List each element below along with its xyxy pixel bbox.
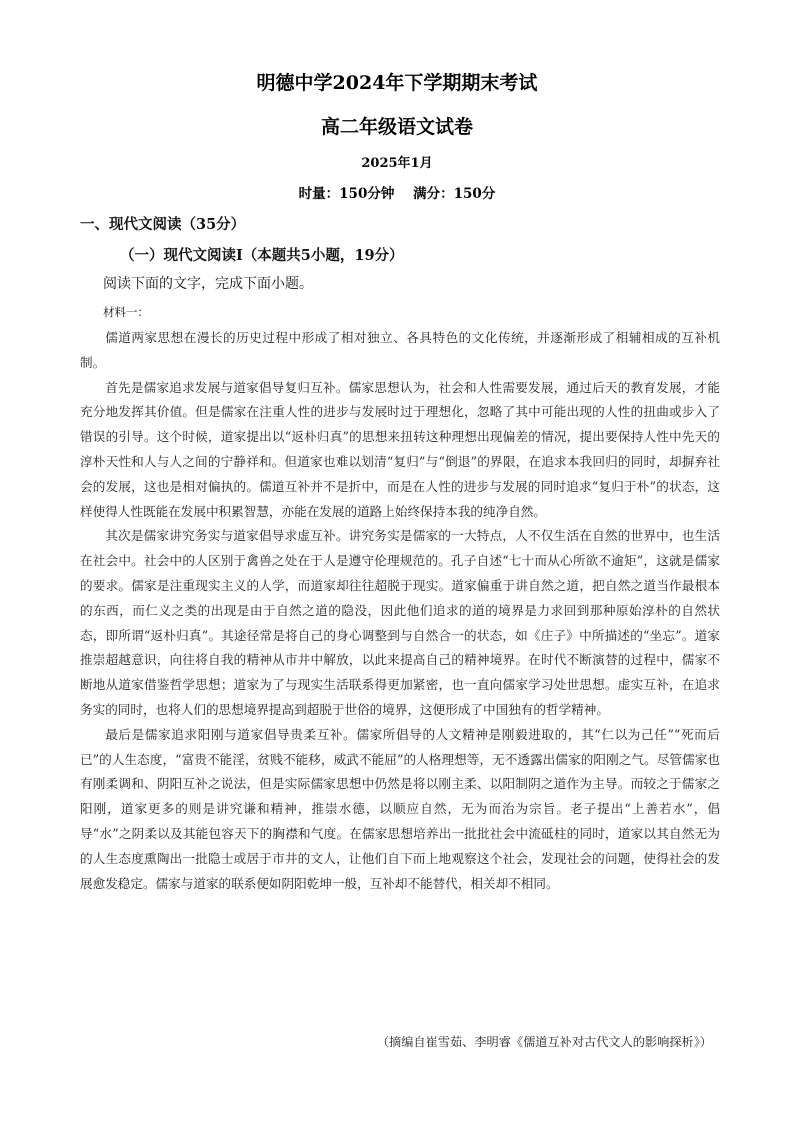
subsection-heading: （一）现代文阅读Ⅰ（本题共5小题，19分）	[120, 247, 404, 264]
exam-date: 2025年1月	[361, 156, 433, 171]
material-label: 材料一：	[103, 305, 149, 319]
section-heading: 一、现代文阅读（35分）	[80, 216, 246, 233]
passage-paragraph-3: 其次是儒家讲究务实与道家倡导求虚互补。讲究务实是儒家的一大特点，人不仅生活在自然的世界中，也生活在社会中。社会中的人区别于禽兽之处在于人是遵守伦理规范的。孔子自述“七十而从心所欲不逾矩”，这就是儒家的要求。儒家是注重现实主义的人学，而道家却往往超脱于现实。道家偏重于讲自然之道，把自然之道当作最根本的东西，而仁义之类的出现是由于自然之道的隐没，因此他们追求的道的境界是力求回到那种原始淳朴的自然状态，即所谓“返朴归真”。其途径常是将自己的身心调整到与自然合一的状态，如《庄子》中所描述的“坐忘”。道家推崇超越意识，向往将自我的精神从市井中解放，以此来提高自己的精神境界。在时代不断演替的过程中，儒家不断地从道家借鉴哲学思想；道家为了与现实生活联系得更加紧密，也一直向儒家学习处世思想。虚实互补，在追求务实的同时，也将人们的思想境界提高到超脱于世俗的境界，这便形成了中国独有的哲学精神。	[80, 528, 720, 717]
exam-title: 明德中学2024年下学期期末考试	[256, 72, 538, 94]
source-citation: （摘编自崔雪茹、李明睿《儒道互补对古代文人的影响探析》）	[376, 1035, 712, 1049]
passage-paragraph-1: 儒道两家思想在漫长的历史过程中形成了相对独立、各具特色的文化传统，并逐渐形成了相辅相成的互补机制。	[80, 330, 720, 370]
paper-title: 高二年级语文试卷	[320, 116, 473, 138]
passage-paragraph-4: 最后是儒家追求阳刚与道家倡导贵柔互补。儒家所倡导的人文精神是刚毅进取的，其“仁以为己任”“死而后已”的人生态度，“富贵不能淫，贫贱不能移，威武不能屈”的人格理想等，无不透露出儒家的阳刚之气。尽管儒家也有刚柔调和、阴阳互补之说法，但是实际儒家思想中仍然是将以刚主柔、以阳制阴之道作为主导。而较之于儒家之阳刚，道家更多的则是讲究谦和精神，推崇水德，以顺应自然，无为而治为宗旨。老子提出“上善若水”，倡导“水”之阴柔以及其能包容天下的胸襟和气度。在儒家思想培养出一批批社会中流砥柱的同时，道家以其自然无为的人生态度熏陶出一批隐士或居于市井的文人，让他们自下而上地观察这个社会，发现社会的问题，使得社会的发展愈发稳定。儒家与道家的联系便如阴阳乾坤一般，互补却不能替代，相关却不相同。	[80, 726, 720, 891]
passage-paragraph-2: 首先是儒家追求发展与道家倡导复归互补。儒家思想认为，社会和人性需要发展，通过后天的教育发展，才能充分地发挥其价值。但是儒家在注重人性的进步与发展时过于理想化，忽略了其中可能出现的人性的扭曲或步入了错误的引导。这个时候，道家提出以“返朴归真”的思想来扭转这种理想出现偏差的情况，提出要保持人性中先天的淳朴天性和人与人之间的宁静祥和。但道家也难以划清“复归”与“倒退”的界限，在追求本我回归的同时，却摒弃社会的发展，这也是相对偏执的。儒道互补并不是折中，而是在人性的进步与发展的同时追求“复归于朴”的状态，这样使得人性既能在发展中积累智慧，亦能在发展的道路上始终保持本我的纯净自然。	[80, 379, 720, 519]
reading-instruction: 阅读下面的文字，完成下面小题。	[103, 276, 313, 292]
time-and-score: 时量：150分钟 满分：150分	[298, 186, 496, 202]
reading-passage	[80, 326, 720, 896]
